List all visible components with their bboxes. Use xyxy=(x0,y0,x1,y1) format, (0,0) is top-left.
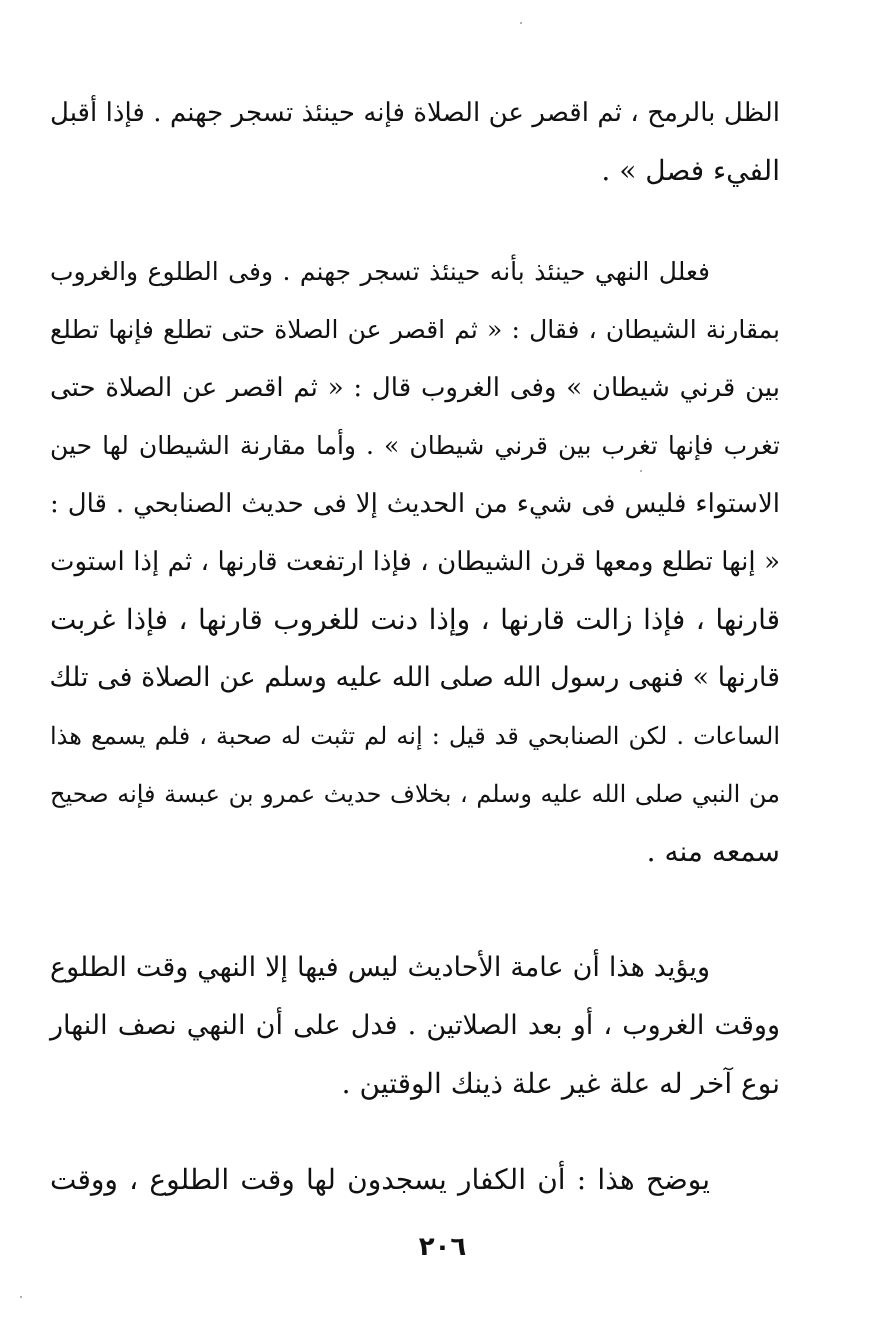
text-line: من النبي صلى الله عليه وسلم ، بخلاف حديث عمرو بن عبسة فإنه صحيح xyxy=(50,780,780,808)
text-line: الساعات . لكن الصنابحي قد قيل : إنه لم تثبت له صحبة ، فلم يسمع هذا xyxy=(50,722,780,750)
text-line: نوع آخر له علة غير علة ذينك الوقتين . xyxy=(341,1067,780,1100)
text-line: الفيء فصل » . xyxy=(601,154,780,187)
text-line: بين قرني شيطان » وفى الغروب قال : « ثم اقصر عن الصلاة حتى xyxy=(50,373,780,403)
text-line: قارنها ، فإذا زالت قارنها ، وإذا دنت للغروب قارنها ، فإذا غربت xyxy=(50,603,780,636)
text-line: ويؤيد هذا أن عامة الأحاديث ليس فيها إلا النهي وقت الطلوع xyxy=(50,952,710,983)
text-line: فعلل النهي حينئذ بأنه حينئذ تسجر جهنم . وفى الطلوع والغروب xyxy=(50,257,710,286)
text-line: سمعه منه . xyxy=(646,835,780,868)
text-line: الاستواء فليس فى شيء من الحديث إلا فى حديث الصنابحي . قال : xyxy=(50,489,780,519)
paragraph-1 xyxy=(50,84,780,200)
scan-speck xyxy=(640,470,642,472)
paragraph-2 xyxy=(50,243,780,881)
paragraph-3 xyxy=(50,939,780,1113)
text-line: الظل بالرمح ، ثم اقصر عن الصلاة فإنه حينئذ تسجر جهنم . فإذا أقبل xyxy=(50,98,780,128)
text-line: يوضح هذا : أن الكفار يسجدون لها وقت الطلوع ، ووقت xyxy=(50,1163,710,1196)
scan-speck xyxy=(520,22,522,24)
text-line: « إنها تطلع ومعها قرن الشيطان ، فإذا ارتفعت قارنها ، ثم إذا استوت xyxy=(50,547,780,577)
page-number: ٢٠٦ xyxy=(418,1232,467,1262)
text-line: تغرب فإنها تغرب بين قرني شيطان » . وأما مقارنة الشيطان لها حين xyxy=(50,431,780,460)
paragraph-4 xyxy=(50,1151,780,1209)
scan-speck xyxy=(20,1296,22,1298)
text-line: قارنها » فنهى رسول الله صلى الله عليه وسلم عن الصلاة فى تلك xyxy=(49,662,780,693)
text-line: ووقت الغروب ، أو بعد الصلاتين . فدل على أن النهي نصف النهار xyxy=(50,1010,780,1041)
text-line: بمقارنة الشيطان ، فقال : « ثم اقصر عن الصلاة حتى تطلع فإنها تطلع xyxy=(50,315,780,344)
